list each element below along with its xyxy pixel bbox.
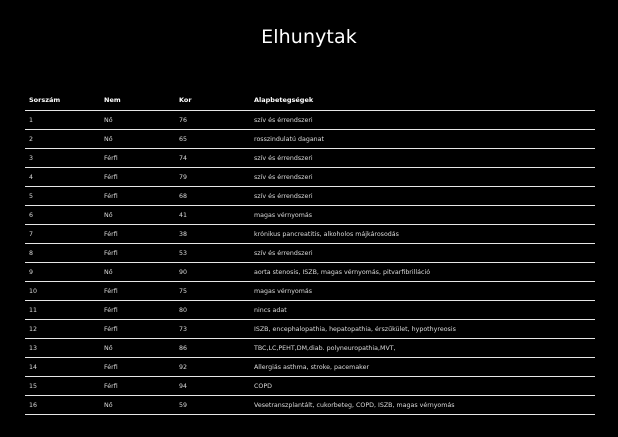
cell-sorszam: 8 bbox=[29, 249, 34, 257]
cell-kor: 92 bbox=[179, 363, 188, 371]
cell-sorszam: 6 bbox=[29, 211, 34, 219]
cell-alapbetegsegek: magas vérnyomás bbox=[254, 211, 313, 219]
cell-alapbetegsegek: szív és érrendszeri bbox=[254, 249, 313, 257]
cell-kor: 94 bbox=[179, 382, 188, 390]
table-row bbox=[25, 320, 595, 339]
cell-alapbetegsegek: magas vérnyomás bbox=[254, 287, 313, 295]
table-row bbox=[25, 377, 595, 396]
cell-alapbetegsegek: rosszindulatú daganat bbox=[254, 135, 324, 143]
table-row bbox=[25, 187, 595, 206]
column-header-alapbetegsegek: Alapbetegségek bbox=[254, 96, 314, 104]
column-header-kor: Kor bbox=[179, 96, 192, 104]
cell-kor: 65 bbox=[179, 135, 188, 143]
cell-nem: Férfi bbox=[104, 382, 118, 390]
table-header-row bbox=[25, 90, 595, 111]
cell-sorszam: 14 bbox=[29, 363, 38, 371]
cell-nem: Férfi bbox=[104, 230, 118, 238]
cell-kor: 38 bbox=[179, 230, 188, 238]
table-row bbox=[25, 111, 595, 130]
cell-alapbetegsegek: szív és érrendszeri bbox=[254, 154, 313, 162]
cell-sorszam: 7 bbox=[29, 230, 34, 238]
cell-sorszam: 16 bbox=[29, 401, 38, 409]
cell-kor: 68 bbox=[179, 192, 188, 200]
cell-kor: 79 bbox=[179, 173, 188, 181]
cell-alapbetegsegek: nincs adat bbox=[254, 306, 287, 314]
table-row bbox=[25, 225, 595, 244]
cell-nem: Nő bbox=[104, 116, 113, 124]
cell-nem: Férfi bbox=[104, 287, 118, 295]
cell-nem: Férfi bbox=[104, 306, 118, 314]
cell-nem: Férfi bbox=[104, 173, 118, 181]
table-row bbox=[25, 396, 595, 415]
cell-alapbetegsegek: Allergiás asthma, stroke, pacemaker bbox=[254, 363, 370, 371]
table-body bbox=[25, 111, 595, 415]
table-row bbox=[25, 206, 595, 225]
cell-kor: 73 bbox=[179, 325, 188, 333]
table-row bbox=[25, 263, 595, 282]
cell-nem: Férfi bbox=[104, 249, 118, 257]
cell-alapbetegsegek: szív és érrendszeri bbox=[254, 173, 313, 181]
cell-alapbetegsegek: TBC,LC,PEHT,DM,diab. polyneuropathia,MVT, bbox=[254, 344, 396, 352]
cell-sorszam: 11 bbox=[29, 306, 38, 314]
cell-kor: 74 bbox=[179, 154, 188, 162]
cell-kor: 86 bbox=[179, 344, 188, 352]
column-header-sorszam: Sorszám bbox=[29, 96, 61, 104]
cell-nem: Nő bbox=[104, 344, 113, 352]
table-row bbox=[25, 282, 595, 301]
cell-sorszam: 9 bbox=[29, 268, 34, 276]
page-title: Elhunytak bbox=[261, 26, 357, 48]
cell-sorszam: 12 bbox=[29, 325, 38, 333]
table-row bbox=[25, 149, 595, 168]
cell-nem: Nő bbox=[104, 135, 113, 143]
cell-nem: Nő bbox=[104, 268, 113, 276]
table-row bbox=[25, 168, 595, 187]
cell-sorszam: 1 bbox=[29, 116, 34, 124]
cell-nem: Nő bbox=[104, 401, 113, 409]
cell-sorszam: 5 bbox=[29, 192, 34, 200]
column-header-nem: Nem bbox=[104, 96, 121, 104]
cell-sorszam: 15 bbox=[29, 382, 38, 390]
cell-sorszam: 10 bbox=[29, 287, 38, 295]
table-row bbox=[25, 244, 595, 263]
cell-kor: 75 bbox=[179, 287, 188, 295]
cell-alapbetegsegek: ISZB, encephalopathia, hepatopathia, érszűkület, hypothyreosis bbox=[254, 325, 456, 333]
deceased-table bbox=[25, 90, 595, 415]
cell-nem: Férfi bbox=[104, 154, 118, 162]
cell-kor: 76 bbox=[179, 116, 188, 124]
cell-sorszam: 13 bbox=[29, 344, 38, 352]
table-row bbox=[25, 358, 595, 377]
cell-sorszam: 4 bbox=[29, 173, 34, 181]
table-row bbox=[25, 130, 595, 149]
cell-kor: 59 bbox=[179, 401, 188, 409]
cell-alapbetegsegek: krónikus pancreatitis, alkoholos májkárosodás bbox=[254, 230, 399, 238]
cell-kor: 90 bbox=[179, 268, 188, 276]
cell-kor: 41 bbox=[179, 211, 188, 219]
cell-kor: 53 bbox=[179, 249, 188, 257]
cell-sorszam: 3 bbox=[29, 154, 34, 162]
table-row bbox=[25, 301, 595, 320]
cell-alapbetegsegek: szív és érrendszeri bbox=[254, 192, 313, 200]
cell-sorszam: 2 bbox=[29, 135, 34, 143]
cell-nem: Férfi bbox=[104, 325, 118, 333]
cell-alapbetegsegek: Vesetranszplantált, cukorbeteg, COPD, ISZB, magas vérnyomás bbox=[254, 401, 455, 409]
cell-alapbetegsegek: szív és érrendszeri bbox=[254, 116, 313, 124]
cell-nem: Férfi bbox=[104, 192, 118, 200]
cell-alapbetegsegek: aorta stenosis, ISZB, magas vérnyomás, pitvarfibrilláció bbox=[254, 268, 431, 276]
cell-nem: Nő bbox=[104, 211, 113, 219]
cell-nem: Férfi bbox=[104, 363, 118, 371]
cell-kor: 80 bbox=[179, 306, 188, 314]
table-row bbox=[25, 339, 595, 358]
cell-alapbetegsegek: COPD bbox=[254, 382, 272, 390]
